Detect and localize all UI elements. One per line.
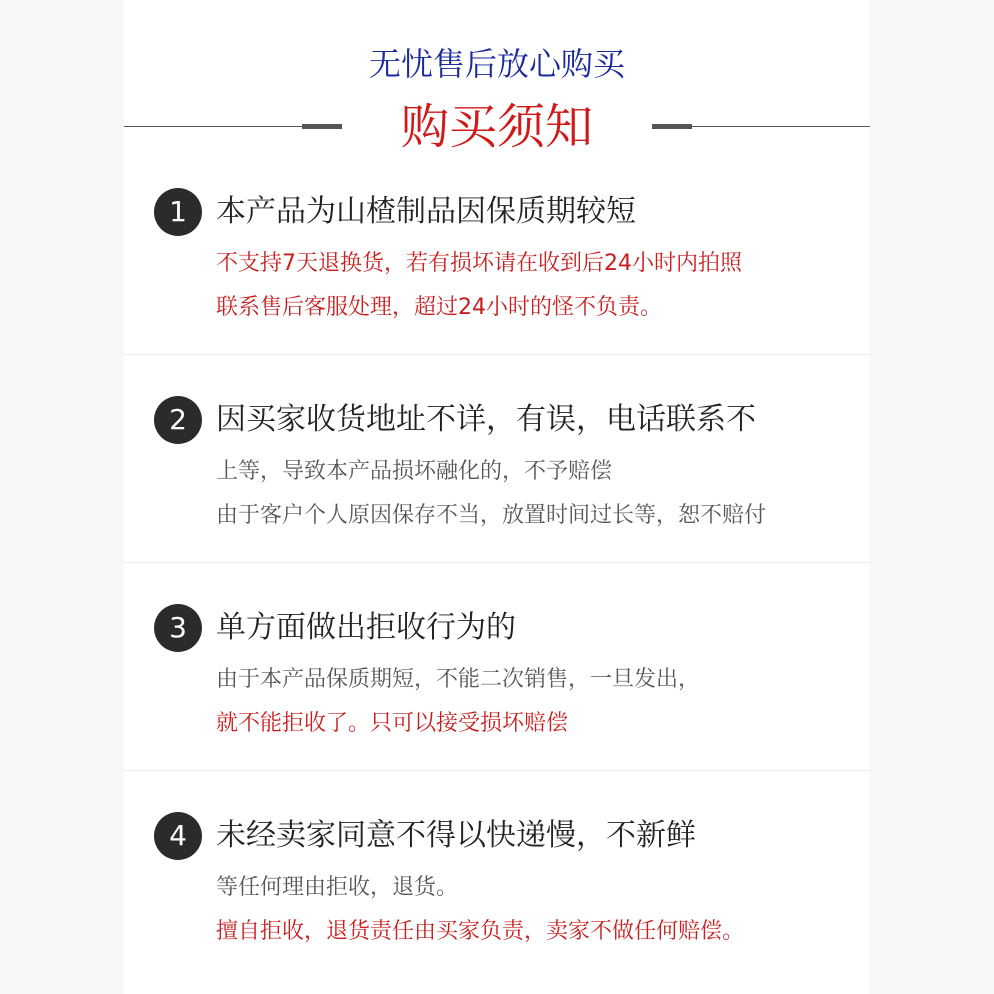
page-title: 购买须知: [400, 99, 593, 155]
section-heading: 单方面做出拒收行为的: [216, 610, 516, 645]
section-heading: 未经卖家同意不得以快递慢，不新鲜: [216, 818, 696, 853]
section-line: 等任何理由拒收，退货。: [216, 875, 459, 900]
section-number-badge: 3: [154, 604, 202, 652]
section-line: 由于本产品保质期短，不能二次销售，一旦发出，: [216, 667, 701, 692]
section-line: 擅自拒收，退货责任由买家负责，卖家不做任何赔偿。: [216, 919, 745, 944]
section-divider: [124, 354, 870, 355]
section-line: 就不能拒收了。只可以接受损坏赔偿: [216, 711, 569, 736]
section-line: 不支持7天退换货，若有损坏请在收到后24小时内拍照: [216, 251, 742, 276]
notice-section-1: [124, 188, 870, 396]
section-heading: 因买家收货地址不详，有误，电话联系不: [216, 402, 756, 437]
section-line: 由于客户个人原因保存不当，放置时间过长等，恕不赔付: [216, 503, 767, 528]
title-row: [0, 95, 994, 159]
section-number-badge: 2: [154, 396, 202, 444]
section-line: 联系售后客服处理，超过24小时的怪不负责。: [216, 295, 662, 320]
section-divider: [124, 562, 870, 563]
notice-section-2: [124, 396, 870, 604]
notice-section-4: [124, 812, 870, 994]
header-subtitle: 无忧售后放心购买: [368, 45, 625, 83]
section-heading: 本产品为山楂制品因保质期较短: [216, 194, 636, 229]
section-number-badge: 4: [154, 812, 202, 860]
title-rule-right-thick: [652, 124, 692, 129]
title-rule-right-thin: [690, 126, 870, 127]
notice-section-3: [124, 604, 870, 812]
section-number-badge: 1: [154, 188, 202, 236]
section-divider: [124, 770, 870, 771]
section-line: 上等，导致本产品损坏融化的，不予赔偿: [216, 459, 613, 484]
